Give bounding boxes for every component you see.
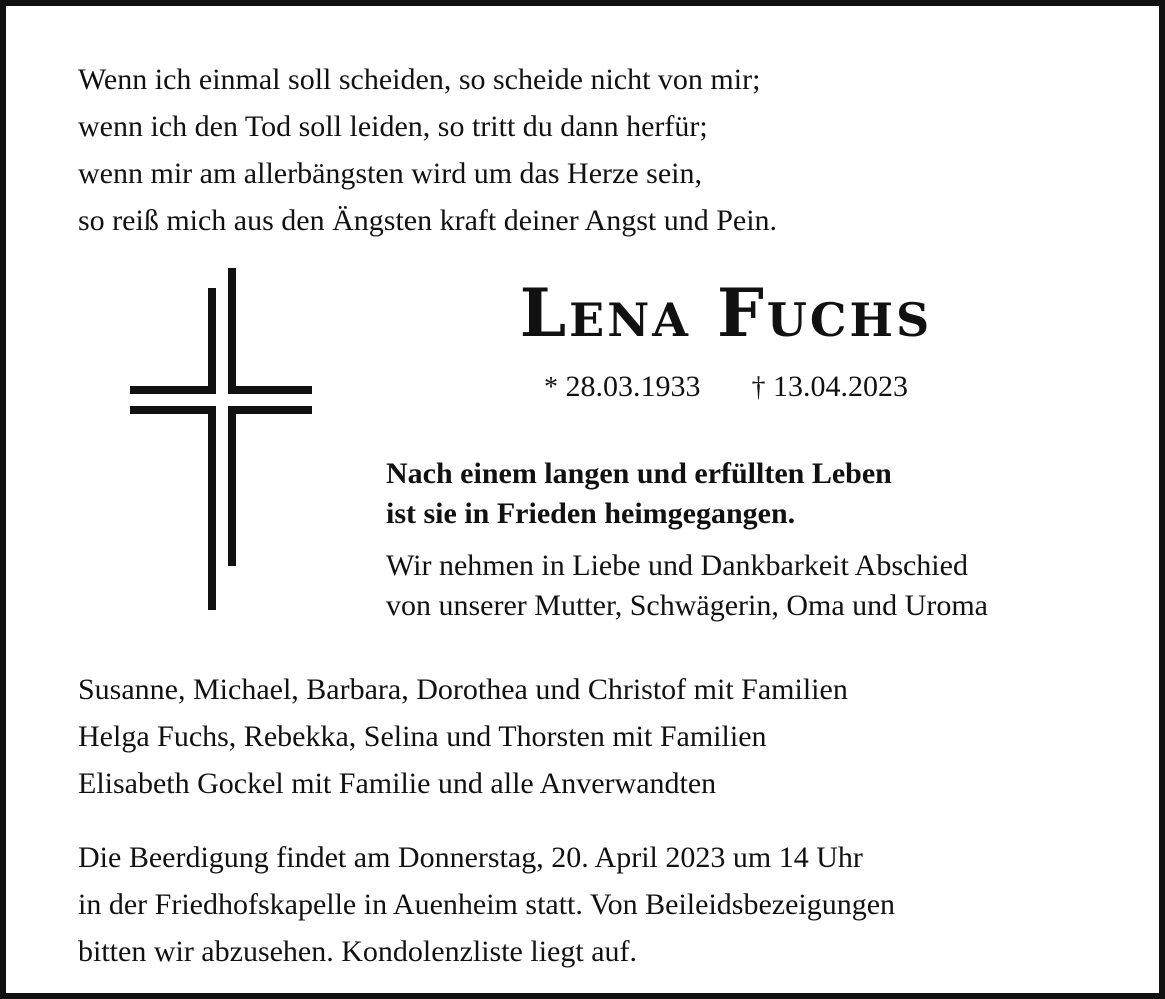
mourners-list <box>78 666 1078 807</box>
mourner-line: Susanne, Michael, Barbara, Dorothea und Christof mit Familien <box>78 673 848 706</box>
funeral-line: Die Beerdigung findet am Donnerstag, 20. April 2023 um 14 Uhr <box>78 841 863 874</box>
funeral-line: bitten wir abzusehen. Kondolenzliste liegt auf. <box>78 935 637 968</box>
death-dagger-icon: † <box>751 372 766 403</box>
farewell-text <box>386 546 1146 626</box>
mourner-line: Helga Fuchs, Rebekka, Selina und Thorsten mit Familien <box>78 720 767 753</box>
statement-line: ist sie in Frieden heimgegangen. <box>386 497 796 530</box>
verse-line: wenn ich den Tod soll leiden, so tritt du dann herfür; <box>78 110 708 143</box>
birth-date: 28.03.1933 <box>565 370 701 403</box>
life-dates <box>406 370 1046 404</box>
deceased-name: Lena Fuchs <box>519 274 933 352</box>
double-line-cross-icon <box>126 268 316 618</box>
statement-line: Nach einem langen und erfüllten Leben <box>386 457 892 490</box>
hymn-verse <box>78 56 1078 244</box>
verse-line: so reiß mich aus den Ängsten kraft deiner Angst und Pein. <box>78 204 778 237</box>
farewell-line: von unserer Mutter, Schwägerin, Oma und Uroma <box>386 589 988 622</box>
funeral-details <box>78 834 1118 975</box>
birth-star-icon: * <box>544 372 558 403</box>
verse-line: wenn mir am allerbängsten wird um das Herze sein, <box>78 157 702 190</box>
mourner-line: Elisabeth Gockel mit Familie und alle Anverwandten <box>78 767 717 800</box>
farewell-line: Wir nehmen in Liebe und Dankbarkeit Abschied <box>386 549 968 582</box>
funeral-line: in der Friedhofskapelle in Auenheim statt. Von Beileidsbezeigungen <box>78 888 896 921</box>
death-date: 13.04.2023 <box>773 370 908 403</box>
bold-statement <box>386 454 1146 534</box>
verse-line: Wenn ich einmal soll scheiden, so scheide nicht von mir; <box>78 63 761 96</box>
